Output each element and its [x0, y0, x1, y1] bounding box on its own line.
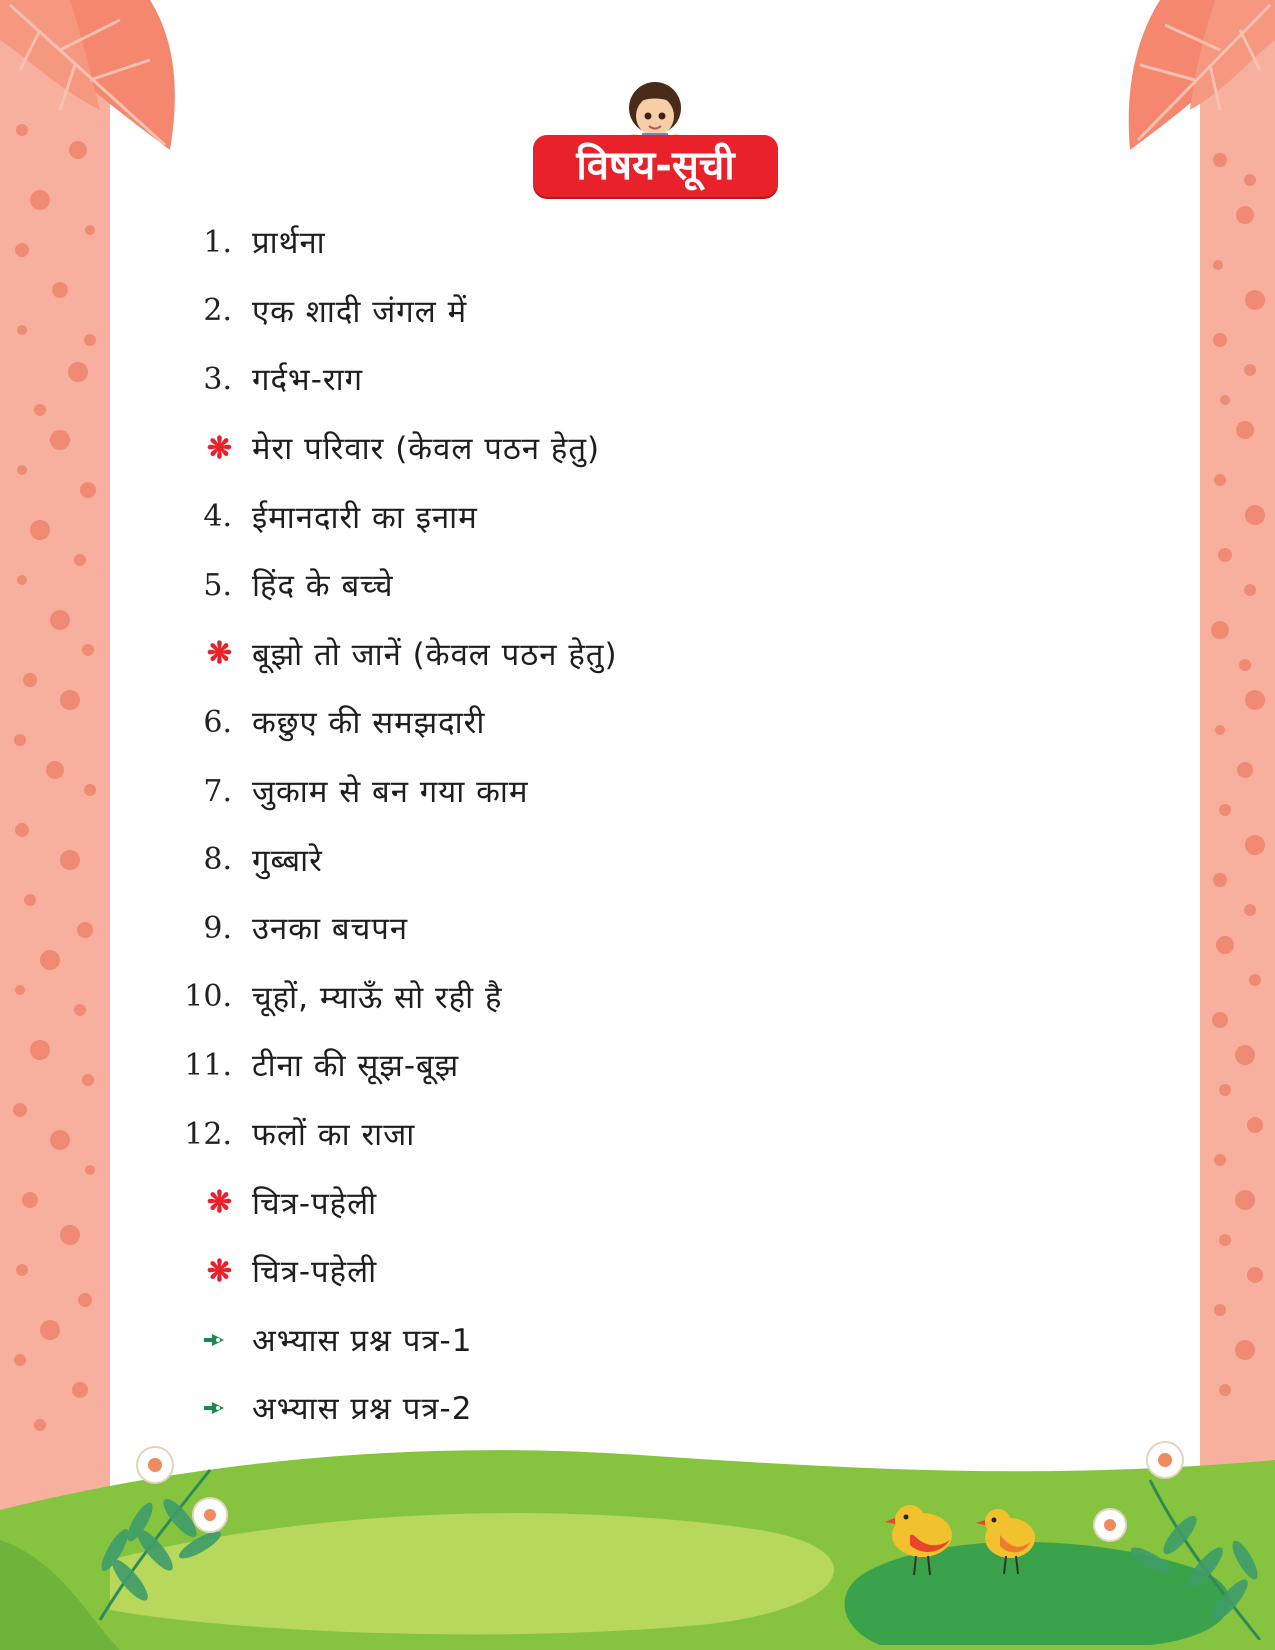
list-item — [180, 1237, 880, 1306]
contents-entry-title: अभ्यास प्रश्न पत्र-1 — [252, 1322, 473, 1359]
item-number: 6. — [203, 704, 232, 740]
list-item — [180, 208, 880, 277]
list-item — [180, 688, 880, 757]
contents-entry-title: जुकाम से बन गया काम — [252, 774, 529, 811]
item-number: 1. — [203, 224, 232, 260]
item-number: 12. — [184, 1116, 232, 1152]
item-number: 2. — [203, 293, 232, 329]
item-number: 10. — [184, 979, 232, 1015]
contents-entry-title: मेरा परिवार (केवल पठन हेतु) — [252, 431, 601, 468]
list-item — [180, 894, 880, 963]
list-item — [180, 1306, 880, 1375]
contents-entry-title: चित्र-पहेली — [252, 1254, 378, 1291]
contents-entry-title: गर्दभ-राग — [252, 362, 364, 399]
contents-entry-title: एक शादी जंगल में — [252, 293, 468, 330]
item-number: 11. — [184, 1047, 232, 1083]
asterisk-flower-icon: ❋ — [206, 636, 232, 672]
contents-entry-title: ईमानदारी का इनाम — [252, 499, 478, 536]
asterisk-flower-icon: ❋ — [206, 1185, 232, 1221]
pen-nib-icon — [180, 1400, 252, 1416]
item-number: 3. — [203, 361, 232, 397]
list-item — [180, 482, 880, 551]
item-number: 9. — [203, 910, 232, 946]
flower-icon — [137, 1447, 173, 1483]
left-flower-plant — [60, 1430, 260, 1630]
list-item — [180, 757, 880, 826]
contents-entry-title: कछुए की समझदारी — [252, 705, 486, 742]
contents-list — [180, 208, 880, 1443]
contents-entry-title: उनका बचपन — [252, 911, 409, 948]
item-number: 7. — [203, 773, 232, 809]
contents-entry-title: गुब्बारे — [252, 842, 323, 879]
asterisk-flower-icon: ❋ — [206, 1253, 232, 1289]
title-badge — [533, 135, 778, 197]
left-tree-trunk — [0, 0, 110, 1560]
asterisk-flower-icon: ❋ — [206, 430, 232, 466]
item-number: 8. — [203, 842, 232, 878]
contents-entry-title: प्रार्थना — [252, 225, 326, 262]
pen-nib-icon — [180, 1332, 252, 1348]
list-item — [180, 1374, 880, 1443]
list-item — [180, 551, 880, 620]
list-item — [180, 620, 880, 689]
list-item — [180, 1168, 880, 1237]
list-item — [180, 345, 880, 414]
contents-entry-title: फलों का राजा — [252, 1117, 416, 1154]
right-tree-trunk — [1200, 0, 1275, 1560]
contents-entry-title: चूहों, म्याऊँ सो रही है — [252, 979, 503, 1016]
list-item — [180, 414, 880, 483]
contents-entry-title: हिंद के बच्चे — [252, 568, 394, 605]
contents-entry-title: चित्र-पहेली — [252, 1185, 378, 1222]
list-item — [180, 1031, 880, 1100]
item-number: 4. — [203, 499, 232, 535]
list-item — [180, 1100, 880, 1169]
left-trunk-dots — [0, 0, 110, 1560]
page-title: विषय-सूची — [576, 143, 735, 189]
birds-illustration — [880, 1490, 1050, 1580]
item-number: 5. — [203, 567, 232, 603]
contents-entry-title: टीना की सूझ-बूझ — [252, 1048, 460, 1085]
contents-entry-title: अभ्यास प्रश्न पत्र-2 — [252, 1391, 473, 1428]
list-item — [180, 825, 880, 894]
list-item — [180, 963, 880, 1032]
contents-entry-title: बूझो तो जानें (केवल पठन हेतु) — [252, 636, 618, 673]
list-item — [180, 277, 880, 346]
right-trunk-dots — [1200, 0, 1275, 1560]
left-leaves-decoration — [0, 0, 185, 170]
right-leaves-decoration — [1120, 0, 1275, 160]
right-flower-plant — [1090, 1440, 1270, 1640]
